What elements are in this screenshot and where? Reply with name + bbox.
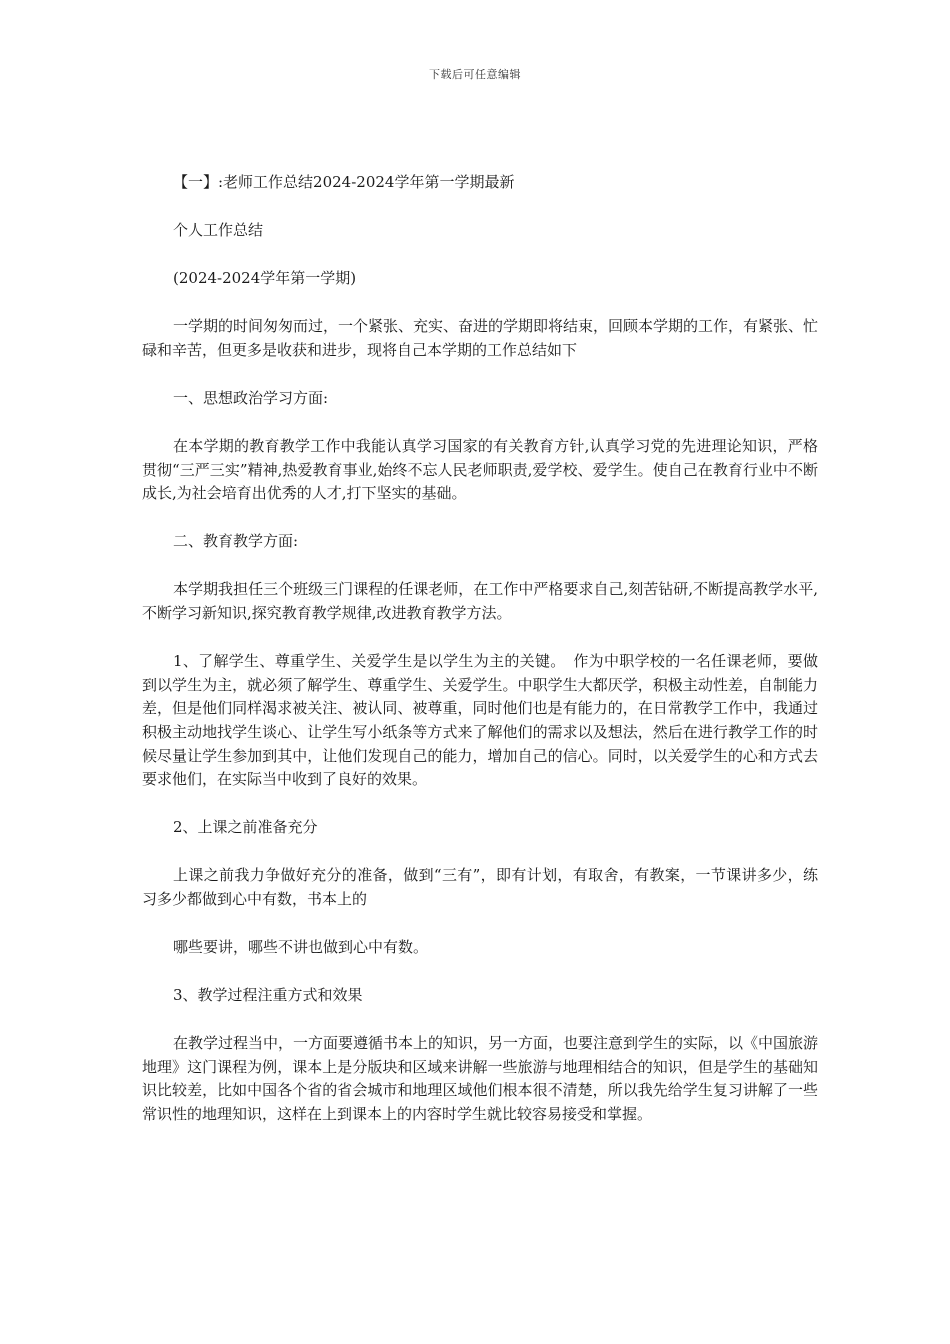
section-heading-teaching: 二、教育教学方面:	[173, 532, 299, 551]
point-paragraph-method: 在教学过程当中，一方面要遵循书本上的知识，另一方面，也要注意到学生的实际，以《中国旅游地理》这门课程为例，课本上是分版块和区域来讲解一些旅游与地理相结合的知识，但是学生的基础知识比较差，比如中国各个省的省会城市和地理区域他们根本很不清楚，所以我先给学生复习讲解了一些常识性的地理知识，这样在上到课本上的内容时学生就比较容易接受和掌握。	[142, 1034, 819, 1123]
page-header-note: 下载后可任意编辑	[429, 68, 521, 81]
point-paragraph-preparation: 上课之前我力争做好充分的准备，做到“三有”，即有计划，有取舍，有教案，一节课讲多少，练习多少都做到心中有数，书本上的	[142, 866, 818, 908]
intro-paragraph: 一学期的时间匆匆而过，一个紧张、充实、奋进的学期即将结束，回顾本学期的工作，有紧张、忙碌和辛苦，但更多是收获和进步，现将自己本学期的工作总结如下	[142, 317, 819, 359]
document-subtitle: 个人工作总结	[173, 221, 264, 240]
point-paragraph-preparation-cont: 哪些要讲，哪些不讲也做到心中有数。	[173, 937, 429, 956]
document-title: 【一】:老师工作总结2024-2024学年第一学期最新	[173, 173, 515, 191]
point-heading-preparation: 2、上课之前准备充分	[173, 818, 318, 837]
point-heading-method: 3、教学过程注重方式和效果	[173, 986, 363, 1005]
document-body	[142, 171, 818, 1127]
section-paragraph-teaching: 本学期我担任三个班级三门课程的任课老师，在工作中严格要求自己,刻苦钻研,不断提高教学水平,不断学习新知识,探究教育教学规律,改进教育教学方法。	[142, 580, 818, 623]
document-term: (2024-2024学年第一学期)	[173, 269, 357, 288]
point-paragraph-students: 1、了解学生、尊重学生、关爱学生是以学生为主的关键。 作为中职学校的一名任课老师，要做到以学生为主，就必须了解学生、尊重学生、关爱学生。中职学生大都厌学，积极主动性差，自制能力差，但是他们同样渴求被关注、被认同、被尊重，同时他们也是有能力的，在日常教学工作中，我通过积极主动地找学生谈心、让学生写小纸条等方式来了解他们的需求以及想法，然后在进行教学工作的时候尽量让学生参加到其中，让他们发现自己的能力，增加自己的信心。同时，以关爱学生的心和方式去要求他们，在实际当中收到了良好的效果。	[142, 652, 818, 789]
section-heading-politics: 一、思想政治学习方面:	[173, 388, 329, 407]
section-paragraph-politics: 在本学期的教育教学工作中我能认真学习国家的有关教育方针,认真学习党的先进理论知识，严格贯彻“三严三实”精神,热爱教育事业,始终不忘人民老师职责,爱学校、爱学生。使自己在教育行业中不断成长,为社会培育出优秀的人才,打下坚实的基础。	[142, 437, 818, 503]
